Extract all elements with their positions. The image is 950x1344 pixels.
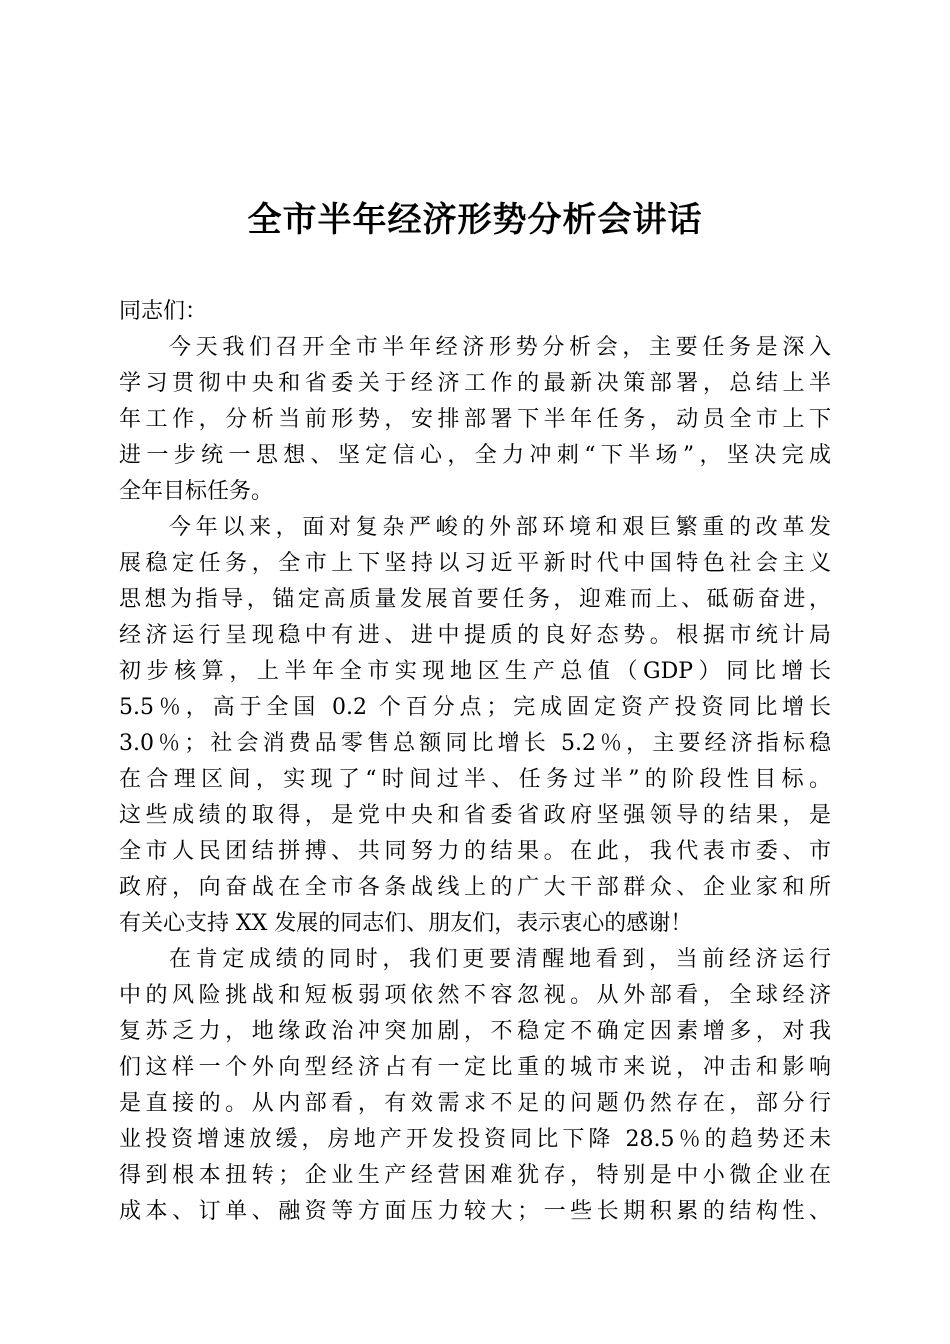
document-title: 全市半年经济形势分析会讲话	[247, 200, 703, 240]
paragraph-line: 有关心支持 XX 发展的同志们、朋友们，表示衷心的感谢！	[119, 911, 693, 936]
paragraph-line: 政府，向奋战在全市各条战线上的广大干部群众、企业家和所	[119, 875, 831, 900]
paragraph-line: 得到根本扭转；企业生产经营困难犹存，特别是中小微企业在	[119, 1163, 831, 1188]
paragraph-line: 全市人民团结拼搏、共同努力的结果。在此，我代表市委、市	[119, 839, 831, 864]
paragraph-line: 在肯定成绩的同时，我们更要清醒地看到，当前经济运行	[169, 947, 831, 972]
paragraph-line: 经济运行呈现稳中有进、进中提质的良好态势。根据市统计局	[119, 623, 831, 648]
paragraph-line: 中的风险挑战和短板弱项依然不容忽视。从外部看，全球经济	[119, 983, 831, 1008]
paragraph-line: 5.5％，高于全国 0.2 个百分点；完成固定资产投资同比增长	[119, 695, 831, 720]
paragraph-line: 3.0％；社会消费品零售总额同比增长 5.2％，主要经济指标稳	[119, 731, 831, 756]
paragraph-2	[119, 510, 831, 942]
paragraph-line: 这些成绩的取得，是党中央和省委省政府坚强领导的结果，是	[119, 803, 831, 828]
paragraph-line: 复苏乏力，地缘政治冲突加剧，不稳定不确定因素增多，对我	[119, 1019, 831, 1044]
paragraph-3	[119, 942, 831, 1230]
paragraph-line: 今年以来，面对复杂严峻的外部环境和艰巨繁重的改革发	[169, 515, 831, 540]
paragraph-line: 年工作，分析当前形势，安排部署下半年任务，动员全市上下	[119, 407, 831, 432]
paragraph-line: 业投资增速放缓，房地产开发投资同比下降 28.5％的趋势还未	[119, 1127, 831, 1152]
paragraph-line: 初步核算，上半年全市实现地区生产总值（GDP）同比增长	[119, 659, 831, 684]
paragraph-line: 展稳定任务，全市上下坚持以习近平新时代中国特色社会主义	[119, 551, 831, 576]
paragraph-line: 学习贯彻中央和省委关于经济工作的最新决策部署，总结上半	[119, 371, 831, 396]
paragraph-line: 今天我们召开全市半年经济形势分析会，主要任务是深入	[169, 335, 831, 360]
paragraph-line: 们这样一个外向型经济占有一定比重的城市来说，冲击和影响	[119, 1055, 831, 1080]
paragraph-1	[119, 330, 831, 510]
salutation: 同志们：	[119, 299, 208, 324]
paragraph-line: 思想为指导，锚定高质量发展首要任务，迎难而上、砥砺奋进，	[119, 587, 831, 612]
paragraph-line: 进一步统一思想、坚定信心，全力冲刺“下半场”，坚决完成	[119, 443, 831, 468]
paragraph-line: 是直接的。从内部看，有效需求不足的问题仍然存在，部分行	[119, 1091, 831, 1116]
document-body	[119, 294, 831, 1230]
paragraph-line: 成本、订单、融资等方面压力较大；一些长期积累的结构性、	[119, 1199, 831, 1224]
paragraph-line: 在合理区间，实现了“时间过半、任务过半”的阶段性目标。	[119, 767, 831, 792]
paragraph-line: 全年目标任务。	[119, 479, 274, 504]
